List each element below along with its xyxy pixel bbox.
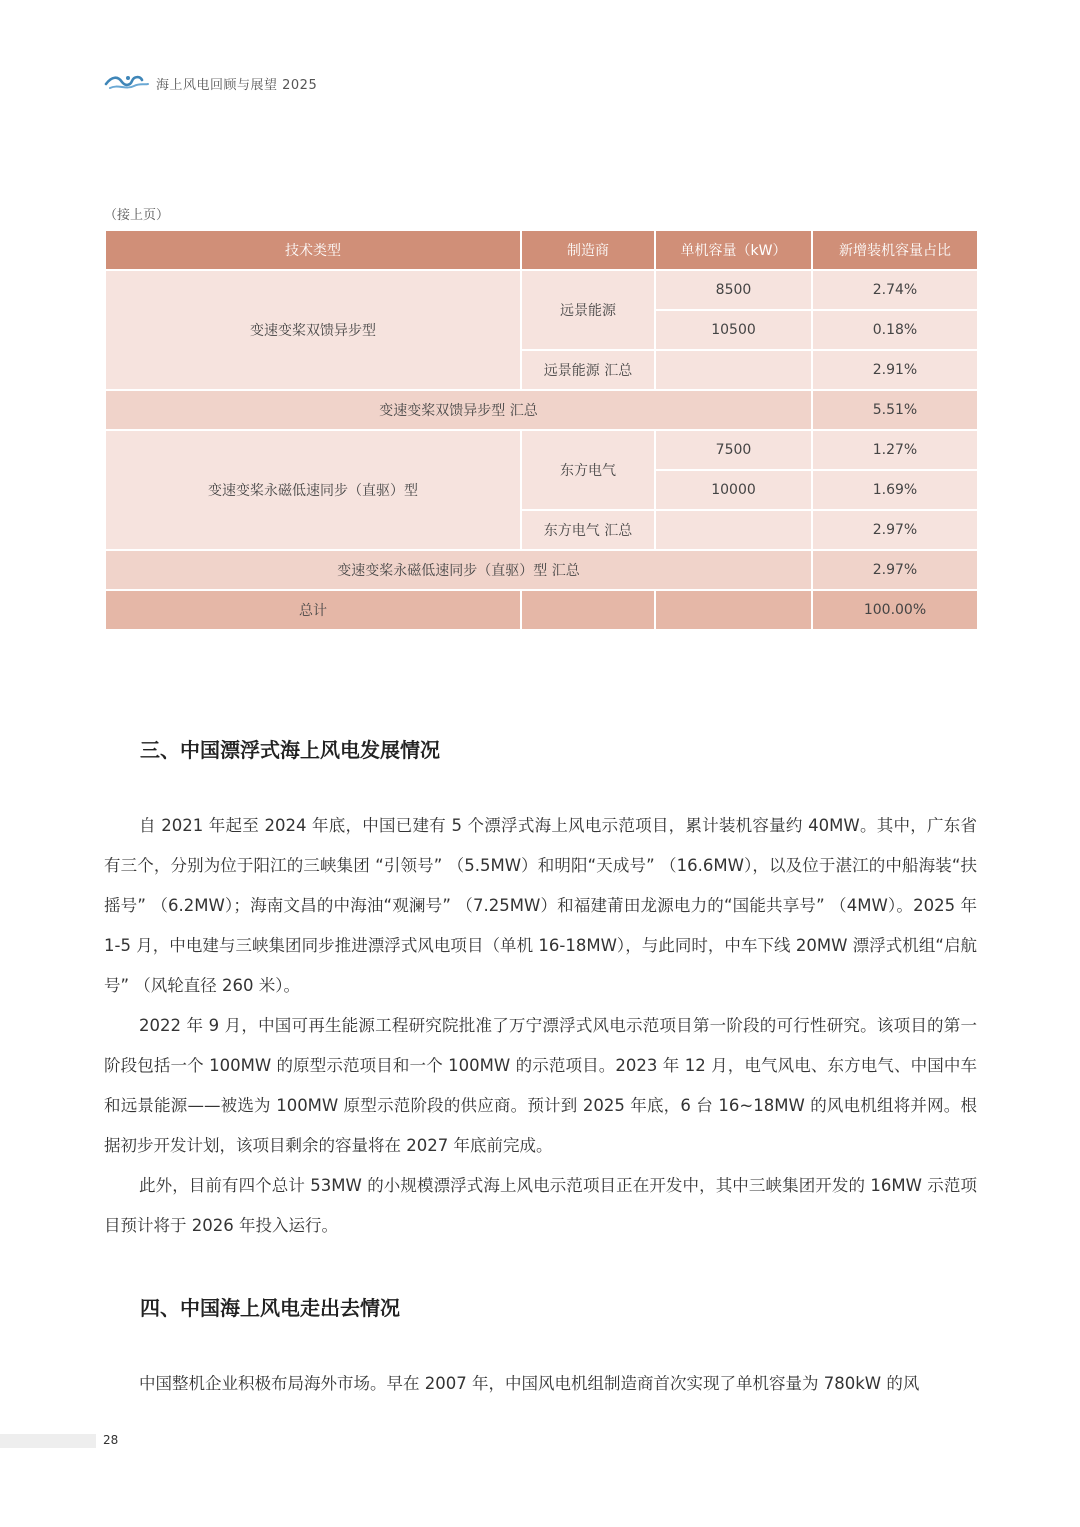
table-row xyxy=(105,270,978,310)
manufacturer-cell: 远景能源 xyxy=(521,270,655,350)
running-header-title: 海上风电回顾与展望 2025 xyxy=(156,78,318,93)
type-subtotal-label: 变速变桨永磁低速同步（直驱）型 汇总 xyxy=(105,550,812,590)
wave-logo-icon xyxy=(104,70,150,92)
section-3-paragraph-1: 自 2021 年起至 2024 年底，中国已建有 5 个漂浮式海上风电示范项目，累计装机容量约 40MW。其中，广东省有三个，分别为位于阳江的三峡集团 “引领号” （5.5MW）和明阳“天成号” （16.6MW），以及位于湛江的中船海装“扶摇号” （6.2MW）；海南文昌的中海油“观澜号” （7.25MW）和福建莆田龙源电力的“国能共享号” （4MW）。2025 年 1-5 月，中电建与三峡集团同步推进漂浮式风电项目（单机 16-18MW），与此同时，中车下线 20MW 漂浮式机组“启航号” （风轮直径 260 米）。 xyxy=(104,816,977,995)
empty-cell xyxy=(655,510,812,550)
section-3-paragraph-3: 此外，目前有四个总计 53MW 的小规模漂浮式海上风电示范项目正在开发中，其中三峡集团开发的 16MW 示范项目预计将于 2026 年投入运行。 xyxy=(104,1176,977,1235)
header-share: 新增装机容量占比 xyxy=(812,230,978,270)
header-tech-type: 技术类型 xyxy=(105,230,521,270)
table-continued-label: （接上页） xyxy=(104,208,170,223)
capacity-cell: 8500 xyxy=(655,270,812,310)
header-unit-capacity: 单机容量（kW） xyxy=(655,230,812,270)
share-cell: 2.91% xyxy=(812,350,978,390)
total-label: 总计 xyxy=(105,590,521,630)
share-cell: 1.27% xyxy=(812,430,978,470)
manufacturer-cell: 东方电气 xyxy=(521,430,655,510)
share-cell: 2.74% xyxy=(812,270,978,310)
section-4-heading: 四、中国海上风电走出去情况 xyxy=(140,1296,400,1320)
table-row xyxy=(105,430,978,470)
section-3-paragraph-2: 2022 年 9 月，中国可再生能源工程研究院批准了万宁漂浮式风电示范项目第一阶段的可行性研究。该项目的第一阶段包括一个 100MW 的原型示范项目和一个 100MW 的示范项目。2023 年 12 月，电气风电、东方电气、中国中车和远景能源——被选为 100MW 原型示范阶段的供应商。预计到 2025 年底，6 台 16~18MW 的风电机组将并网。根据初步开发计划，该项目剩余的容量将在 2027 年底前完成。 xyxy=(104,1016,977,1155)
section-3-heading: 三、中国漂浮式海上风电发展情况 xyxy=(140,738,440,762)
page-number: 28 xyxy=(103,1433,119,1447)
tech-type-cell: 变速变桨双馈异步型 xyxy=(105,270,521,390)
share-cell: 2.97% xyxy=(812,510,978,550)
table-row xyxy=(105,550,978,590)
section-4-paragraph-1: 中国整机企业积极布局海外市场。早在 2007 年，中国风电机组制造商首次实现了单机容量为 780kW 的风 xyxy=(139,1374,920,1393)
manufacturer-subtotal-label: 远景能源 汇总 xyxy=(521,350,655,390)
tech-type-cell: 变速变桨永磁低速同步（直驱）型 xyxy=(105,430,521,550)
share-cell: 5.51% xyxy=(812,390,978,430)
table-row xyxy=(105,390,978,430)
capacity-cell: 10000 xyxy=(655,470,812,510)
capacity-cell: 7500 xyxy=(655,430,812,470)
type-subtotal-label: 变速变桨双馈异步型 汇总 xyxy=(105,390,812,430)
header-manufacturer: 制造商 xyxy=(521,230,655,270)
table-header-row xyxy=(105,230,978,270)
share-cell: 2.97% xyxy=(812,550,978,590)
table-total-row xyxy=(105,590,978,630)
share-cell: 1.69% xyxy=(812,470,978,510)
empty-cell xyxy=(655,590,812,630)
empty-cell xyxy=(521,590,655,630)
capacity-cell: 10500 xyxy=(655,310,812,350)
empty-cell xyxy=(655,350,812,390)
share-cell: 0.18% xyxy=(812,310,978,350)
total-share: 100.00% xyxy=(812,590,978,630)
footer-bar xyxy=(0,1434,96,1448)
turbine-share-table xyxy=(104,229,979,631)
manufacturer-subtotal-label: 东方电气 汇总 xyxy=(521,510,655,550)
